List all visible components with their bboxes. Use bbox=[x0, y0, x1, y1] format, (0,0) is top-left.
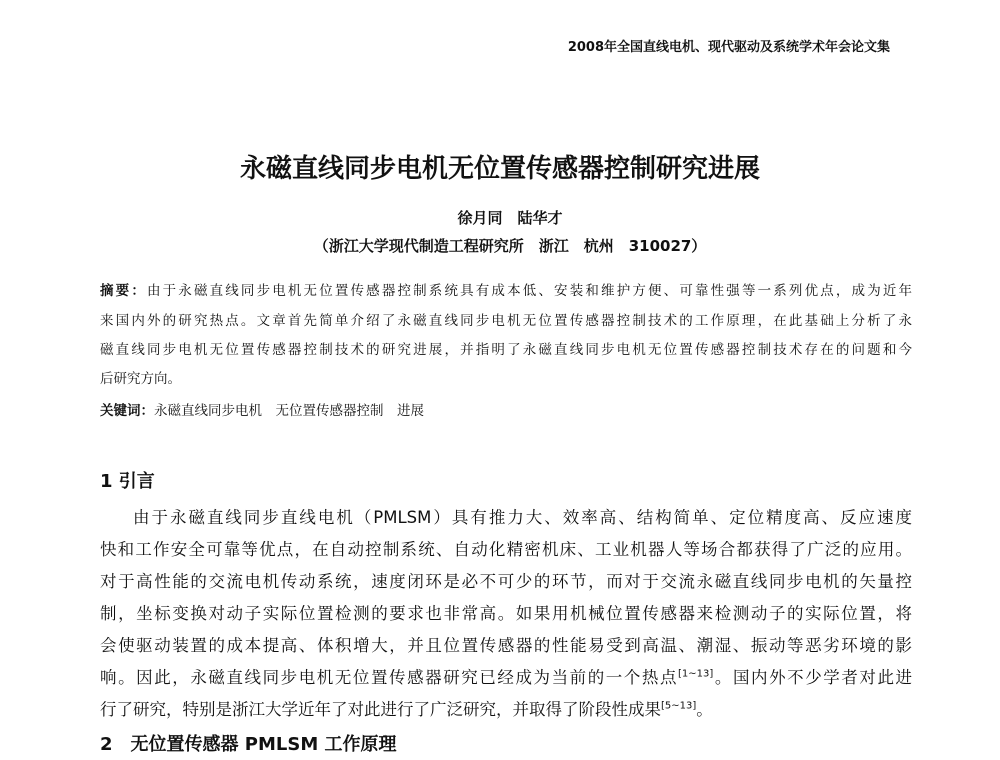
keywords-text: 永磁直线同步电机 无位置传感器控制 进展 bbox=[154, 403, 424, 419]
body-line bbox=[100, 664, 912, 688]
citation: [5~13] bbox=[661, 700, 697, 712]
body-line: 制，坐标变换对动子实际位置检测的要求也非常高。如果用机械位置传感器来检测动子的实际位置，将 bbox=[100, 604, 912, 623]
abstract-text: 由于永磁直线同步电机无位置传感器控制系统具有成本低、安装和维护方便、可靠性强等一系列优点，成为近年 bbox=[146, 283, 913, 299]
body-line: 会使驱动装置的成本提高、体积增大，并且位置传感器的性能易受到高温、潮湿、振动等恶劣环境的影 bbox=[100, 636, 912, 655]
citation: [1~13] bbox=[678, 668, 714, 680]
body-line bbox=[100, 696, 912, 720]
body-text: 。国内外不少学者对此进 bbox=[713, 668, 913, 687]
abstract-line: 后研究方向。 bbox=[100, 371, 181, 387]
section-heading-1: 1 引言 bbox=[100, 471, 155, 492]
affiliation: （浙江大学现代制造工程研究所 浙江 杭州 310027） bbox=[313, 237, 707, 255]
body-line: 对于高性能的交流电机传动系统，速度闭环是必不可少的环节，而对于交流永磁直线同步电机的矢量控 bbox=[100, 572, 912, 591]
running-header: 2008年全国直线电机、现代驱动及系统学术年会论文集 bbox=[567, 40, 890, 55]
authors: 徐月同 陆华才 bbox=[457, 209, 563, 227]
paper-title: 永磁直线同步电机无位置传感器控制研究进展 bbox=[239, 154, 760, 184]
body-line: 快和工作安全可靠等优点，在自动控制系统、自动化精密机床、工业机器人等场合都获得了广泛的应用。 bbox=[100, 540, 912, 559]
keywords-label: 关键词： bbox=[100, 403, 154, 419]
body-text: 。 bbox=[696, 700, 713, 719]
body-line: 由于永磁直线同步直线电机（PMLSM）具有推力大、效率高、结构简单、定位精度高、反应速度 bbox=[133, 508, 912, 527]
keywords bbox=[100, 399, 912, 419]
section-heading-2: 2 无位置传感器 PMLSM 工作原理 bbox=[100, 734, 397, 755]
body-text: 行了研究，特别是浙江大学近年了对此进行了广泛研究，并取得了阶段性成果 bbox=[100, 700, 661, 719]
abstract-line bbox=[100, 279, 912, 299]
body-text: 响。因此，永磁直线同步电机无位置传感器研究已经成为当前的一个热点 bbox=[100, 668, 679, 687]
abstract-label: 摘要： bbox=[100, 283, 147, 299]
abstract-line: 来国内外的研究热点。文章首先简单介绍了永磁直线同步电机无位置传感器控制技术的工作原理，在此基础上分析了永 bbox=[100, 313, 912, 329]
abstract-line: 磁直线同步电机无位置传感器控制技术的研究进展，并指明了永磁直线同步电机无位置传感器控制技术存在的问题和今 bbox=[100, 342, 912, 358]
